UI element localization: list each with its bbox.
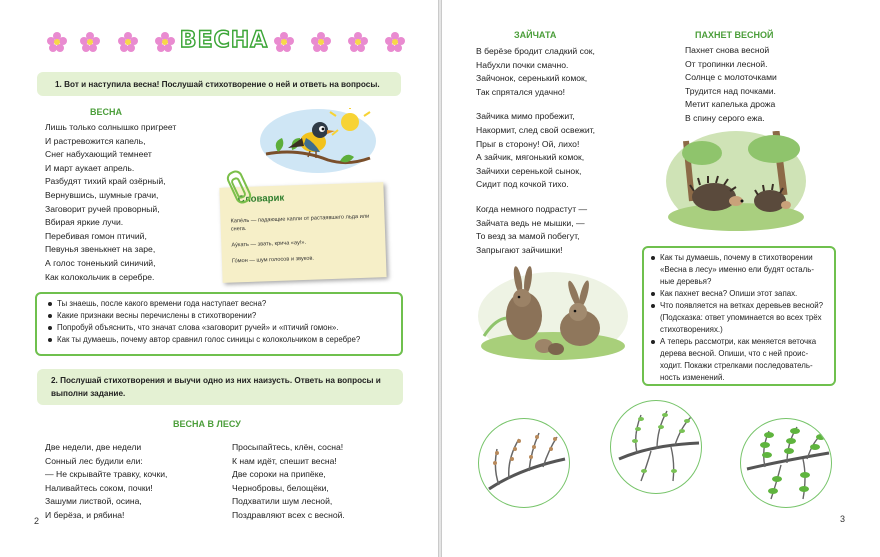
task-1-box <box>37 72 401 96</box>
poem-line: Подхватили шум лесной, <box>232 496 333 507</box>
poem-line: Разбудят тихий край озёрный, <box>45 176 166 187</box>
poem-4-text <box>685 44 777 126</box>
poem-line: Запрыгают зайчишки! <box>476 244 563 255</box>
poem-3-text <box>476 45 595 257</box>
question-line: ные деревья? <box>660 277 712 286</box>
poem-2-column-2 <box>232 441 345 523</box>
poem-line: И берёза, и рябина! <box>45 509 125 520</box>
branch-leaves-drawing <box>741 419 831 507</box>
poem-line: Метит капелька дрожа <box>685 99 776 110</box>
poem-line: Зайчихи серенькой сынок, <box>476 165 582 176</box>
page-number: 2 <box>34 516 40 526</box>
task-2-box <box>37 369 403 405</box>
hedgehog-illustration <box>666 131 806 231</box>
question-line: ность изменений. <box>660 373 725 382</box>
poem-line: Чернобровы, белощёки, <box>232 482 329 493</box>
dictionary-entry: Капе́ль — падающие капли от растаявшего льда или снега. <box>230 213 370 233</box>
poem-line: Когда немного подрастут — <box>476 203 588 214</box>
poem-line: — Не скрывайте травку, кочки, <box>45 469 168 480</box>
poem-line: Сидит под кочкой тихо. <box>476 179 569 190</box>
question-item: Ты знаешь, после какого времени года наступает весна? <box>47 298 360 310</box>
branch-stage-illustration <box>478 418 570 508</box>
poem-line: Зайчонок, серенький комок, <box>476 73 588 84</box>
question-item <box>650 300 823 336</box>
poem-title: ЗАЙЧАТА <box>514 30 557 40</box>
questions-box <box>642 246 836 386</box>
right-page <box>442 0 880 557</box>
poem-line: А зайчик, мягонький комок, <box>476 152 585 163</box>
question-line: дерева весной. Опиши, что с ней проис- <box>660 349 809 358</box>
questions-list <box>650 252 823 384</box>
poem-line: И растревожится капель, <box>45 135 146 146</box>
task-2-text: 2. Послушай стихотворения и выучи одно из них наизусть. Ответь на вопросы и выполни задание. <box>51 376 381 398</box>
poem-line: Как колокольчик в серебре. <box>45 271 155 282</box>
question-line: А теперь рассмотри, как меняется веточка <box>660 337 817 346</box>
poem-line: Перебивая гомон птичий, <box>45 230 147 241</box>
flower-icon <box>80 32 100 52</box>
flower-icon <box>348 32 368 52</box>
left-page <box>0 0 438 557</box>
poem-line: Снег набухающий темнеет <box>45 149 152 160</box>
question-item <box>650 288 823 300</box>
flower-icon <box>155 32 175 52</box>
question-item: Как ты думаешь, почему автор сравнил голос синицы с колокольчиком в серебре? <box>47 334 360 346</box>
poem-title: ВЕСНА В ЛЕСУ <box>173 419 241 429</box>
poem-line: Поздравляют всех с весной. <box>232 509 345 520</box>
poem-line: Зайчика мимо пробежит, <box>476 111 575 122</box>
question-line: «Весна в лесу» именно ели будят осталь- <box>660 265 815 274</box>
poem-line: Сонный лес будили ели: <box>45 455 143 466</box>
flower-icon <box>47 32 67 52</box>
question-line: (Подсказка: ответ упоминается во всех трёх <box>660 313 822 322</box>
question-line: стихотворениях.) <box>660 325 723 334</box>
question-item <box>650 336 823 384</box>
poem-line: Накормит, след свой освежит, <box>476 124 596 135</box>
poem-line: Наливайтесь соком, почки! <box>45 482 153 493</box>
flower-icon <box>311 32 331 52</box>
poem-stanza-gap <box>476 99 595 110</box>
poem-line: Так спрятался удачно! <box>476 86 566 97</box>
bird-illustration <box>258 108 378 174</box>
dictionary-entry: Го́мон — шум голосов и звуков. <box>231 255 315 265</box>
question-item: Какие признаки весны перечислены в стихотворении? <box>47 310 360 322</box>
poem-line: К нам идёт, спешит весна! <box>232 455 337 466</box>
poem-line: Просыпайтесь, клён, сосна! <box>232 442 344 452</box>
poem-2-column-1 <box>45 441 167 523</box>
poem-line: Певунья звенькнет на заре, <box>45 244 156 255</box>
poem-line: Зашуми листвой, осина, <box>45 496 142 507</box>
poem-title: ВЕСНА <box>90 107 123 117</box>
dictionary-entry: Ау́кать — звать, крича «ау!». <box>231 239 307 249</box>
poem-line: Пахнет снова весной <box>685 45 770 55</box>
branch-buds-drawing <box>479 419 569 507</box>
poem-1-text <box>45 121 176 284</box>
flower-icon <box>274 32 294 52</box>
poem-line: От тропинки лесной. <box>685 58 768 69</box>
poem-line: И март аукает апрель. <box>45 162 135 173</box>
question-item <box>650 252 823 288</box>
poem-title: ПАХНЕТ ВЕСНОЙ <box>695 30 774 40</box>
question-item: Попробуй объяснить, что значат слова «заговорит ручей» и «птичий гомон». <box>47 322 360 334</box>
poem-line: Зайчата ведь не мышки, — <box>476 217 585 228</box>
poem-stanza-gap <box>476 192 595 203</box>
task-1-text: 1. Вот и наступила весна! Послушай стихотворение о ней и ответь на вопросы. <box>55 80 380 89</box>
page-title: ВЕСНА <box>176 27 272 55</box>
poem-line: Лишь только солнышко пригреет <box>45 122 177 132</box>
branch-sprouts-drawing <box>611 401 701 493</box>
flower-icon <box>118 32 138 52</box>
branch-stage-illustration <box>610 400 702 494</box>
branch-stage-illustration <box>740 418 832 508</box>
question-line: Как пахнет весна? Опиши этот запах. <box>660 289 798 298</box>
hare-illustration <box>478 264 628 360</box>
question-line: Как ты думаешь, почему в стихотворении <box>660 253 813 262</box>
poem-line: В спину серого ежа. <box>685 112 765 123</box>
poem-line: Заговорит ручей проворный, <box>45 203 160 214</box>
poem-line: В берёзе бродит сладкий сок, <box>476 46 595 56</box>
poem-line: Две недели, две недели <box>45 442 142 452</box>
poem-line: Вбирая яркие лучи. <box>45 217 124 228</box>
poem-line: А голос тоненький синичий, <box>45 257 156 268</box>
flower-icon <box>385 32 405 52</box>
question-line: Что появляется на ветках деревьев весной? <box>660 301 824 310</box>
page-number: 3 <box>840 514 846 524</box>
poem-line: Трудится над почками. <box>685 85 776 96</box>
questions-box <box>35 292 403 356</box>
poem-line: Вернувшись, шумные грачи, <box>45 189 159 200</box>
questions-list <box>47 298 360 346</box>
poem-line: Прыг в сторону! Ой, лихо! <box>476 138 580 149</box>
poem-line: Две сороки на припёке, <box>232 469 326 480</box>
poem-line: Набухли почки смачно. <box>476 59 569 70</box>
poem-line: Солнце с молоточками <box>685 72 777 83</box>
poem-line: То везд за мамой побегут, <box>476 231 580 242</box>
dictionary-title: Словарик <box>237 192 285 206</box>
question-line: ходит. Покажи стрелками последователь- <box>660 361 813 370</box>
